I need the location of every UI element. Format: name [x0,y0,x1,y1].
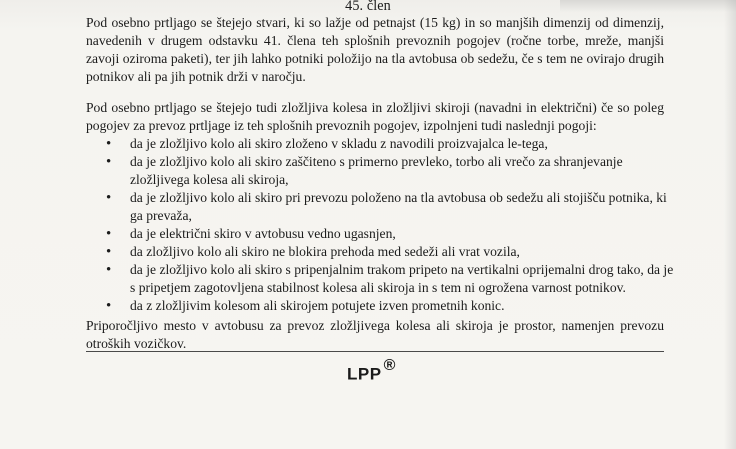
paragraph-recommended-place: Priporočljivo mesto v avtobusu za prevoz zložljivega kolesa ali skiroja je prostor, namenjen prevozu otroških vozičkov. [86,318,664,351]
list-item: • da je električni skiro v avtobusu vedno ugasnjen, [86,225,676,243]
scan-bleed-right [724,0,736,449]
article-heading: 45. člen [345,0,391,14]
footer-divider [86,351,664,352]
list-item: • da z zložljivim kolesom ali skirojem potujete izven prometnih konic. [86,297,676,315]
list-item: • da je zložljivo kolo ali skiro zloženo v skladu z navodili proizvajalca le-tega, [86,135,676,153]
paragraph-folding-bikes: Pod osebno prtljago se štejejo tudi zložljiva kolesa in zložljivi skiroji (navadni in električni) če so poleg pogojev za prevoz prtljage iz teh splošnih prevoznih pogojev, izpolnjeni tudi naslednji pogoji: [86,100,664,133]
list-item: • da je zložljivo kolo ali skiro pri prevozu položeno na tla avtobusa ob sedežu ali stojišču potnika, ki ga prevaža, [86,189,676,225]
list-item: • da je zložljivo kolo ali skiro s pripenjalnim trakom pripeto na vertikalni oprijemalni drog tako, da je s pripetjem zagotovljena stabilnost kolesa ali skiroja in s tem ni ogrožena varnost potnikov. [86,261,676,297]
paragraph-personal-luggage: Pod osebno prtljago se štejejo stvari, ki so lažje od petnajst (15 kg) in so manjših dimenzij od dimenzij, navedenih v drugem odstavku 41. člena teh splošnih prevoznih pogojev (ročne torbe, mreže, manjši zavoji oziroma paketi), ter jih lahko potniki položijo na tla avtobusa ob sedežu, če s tem ne ovirajo drugih potnikov ali pa jih potnik drži v naročju. [86,15,664,84]
conditions-list [86,135,676,315]
list-item: • da je zložljivo kolo ali skiro zaščiteno s primerno prevleko, torbo ali vrečo za shranjevanje zložljivega kolesa ali skiroja, [86,153,676,189]
logo-text: LPP [347,364,382,384]
lpp-logo [347,357,396,385]
registered-mark: ® [383,357,396,374]
list-item: • da zložljivo kolo ali skiro ne blokira prehoda med sedeži ali vrat vozila, [86,243,676,261]
